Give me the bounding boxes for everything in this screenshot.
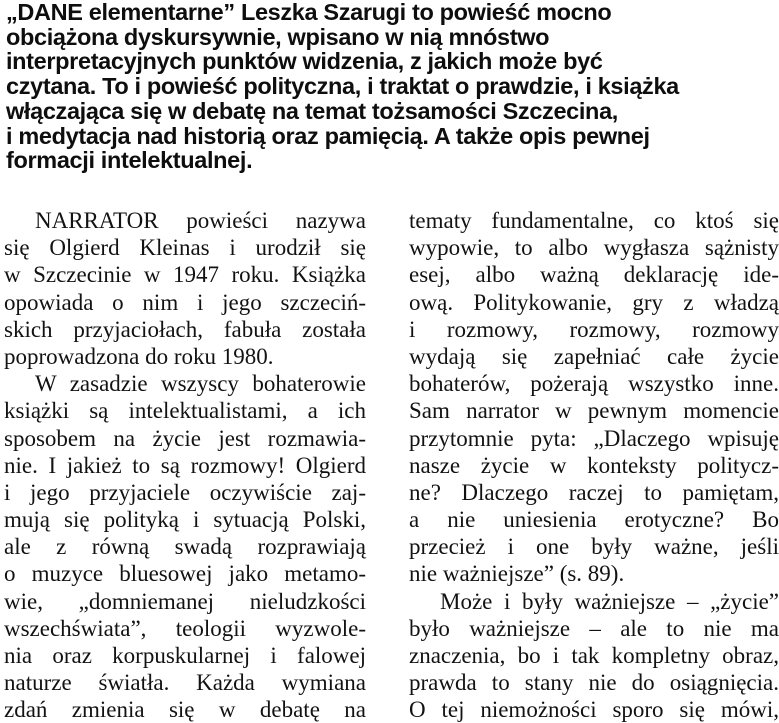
body-line: ale z równą swadą rozprawiają <box>4 534 366 560</box>
body-column-right <box>409 207 779 723</box>
lead-line: „DANE elementarne” Leszka Szarugi to powieść mocno <box>6 0 612 25</box>
body-line: wydają się zapełniać całe życie <box>409 343 779 369</box>
body-line: nia oraz korpuskularnej i falowej <box>4 643 366 668</box>
body-line: się Olgierd Kleinas i urodził się <box>4 235 366 261</box>
body-line: wypowie, to albo wygłasza sążnisty <box>409 235 779 261</box>
body-line: bohaterów, pożerają wszystko inne. <box>409 371 779 397</box>
body-line: mują się polityką i sytuacją Polski, <box>4 507 366 533</box>
lead-line: czytana. To i powieść polityczna, i traktat o prawdzie, i książka <box>6 73 679 100</box>
body-line: Sam narrator w pewnym momencie <box>409 398 779 424</box>
article-lead <box>6 0 776 173</box>
body-line: tematy fundamentalne, co ktoś się <box>409 208 779 233</box>
body-line: nie. I jakież to są rozmowy! Olgierd <box>4 452 366 478</box>
body-line: nie ważniejsze” (s. 89). <box>409 561 625 587</box>
body-line: nasze życie w konteksty politycz- <box>409 452 779 478</box>
body-line: i rozmowy, rozmowy, rozmowy <box>409 316 779 342</box>
body-line: przecież i one były ważne, jeśli <box>409 534 779 560</box>
lead-line: formacji intelektualnej. <box>6 147 253 174</box>
body-line: przytomnie pyta: „Dlaczego wpisuję <box>409 425 779 451</box>
body-line: NARRATOR powieści nazywa <box>35 208 366 233</box>
body-line: W zasadzie wszyscy bohaterowie <box>35 371 366 397</box>
lead-line: obciążona dyskursywnie, wpisano w nią mnóstwo <box>6 23 550 50</box>
body-line: ne? Dlaczego raczej to pamiętam, <box>409 479 779 505</box>
body-line: poprowadzona do roku 1980. <box>4 343 274 369</box>
lead-line: i medytacja nad historią oraz pamięcią. A także opis pewnej <box>6 122 650 149</box>
body-line: było ważniejsze – ale to nie ma <box>409 615 779 641</box>
body-line: i jego przyjaciele oczywiście zaj- <box>4 479 366 505</box>
body-line: esej, albo ważną deklarację ide- <box>409 262 779 288</box>
body-line: skich przyjaciołach, fabuła została <box>4 316 366 342</box>
body-line: a nie uniesienia erotyczne? Bo <box>409 507 779 533</box>
body-line: wie, „domniemanej nieludzkości <box>4 588 366 614</box>
body-line: w Szczecinie w 1947 roku. Książka <box>4 262 366 288</box>
body-line: opowiada o nim i jego szczeciń- <box>4 289 366 315</box>
body-line: zdań zmienia się w debatę na <box>4 697 366 723</box>
lead-line: włączająca się w debatę na temat tożsamości Szczecina, <box>6 97 618 124</box>
body-line: naturze światła. Każda wymiana <box>4 670 366 696</box>
body-line: książki są intelektualistami, a ich <box>4 398 366 424</box>
body-column-left <box>4 207 366 723</box>
body-line: Może i były ważniejsze – „życie” <box>440 588 779 614</box>
body-line: znaczenia, bo i tak kompletny obraz, <box>409 643 779 668</box>
body-line: O tej niemożności sporo się mówi, <box>409 697 779 723</box>
body-line: prawda to stany nie do osiągnięcia. <box>409 670 779 696</box>
body-line: wszechświata”, teologii wyzwole- <box>4 615 366 641</box>
body-line: o muzyce bluesowej jako metamo- <box>4 561 366 587</box>
body-line: sposobem na życie jest rozmawia- <box>4 425 366 451</box>
body-line: ową. Politykowanie, gry z władzą <box>409 289 779 315</box>
lead-line: interpretacyjnych punktów widzenia, z jakich może być <box>6 48 603 75</box>
